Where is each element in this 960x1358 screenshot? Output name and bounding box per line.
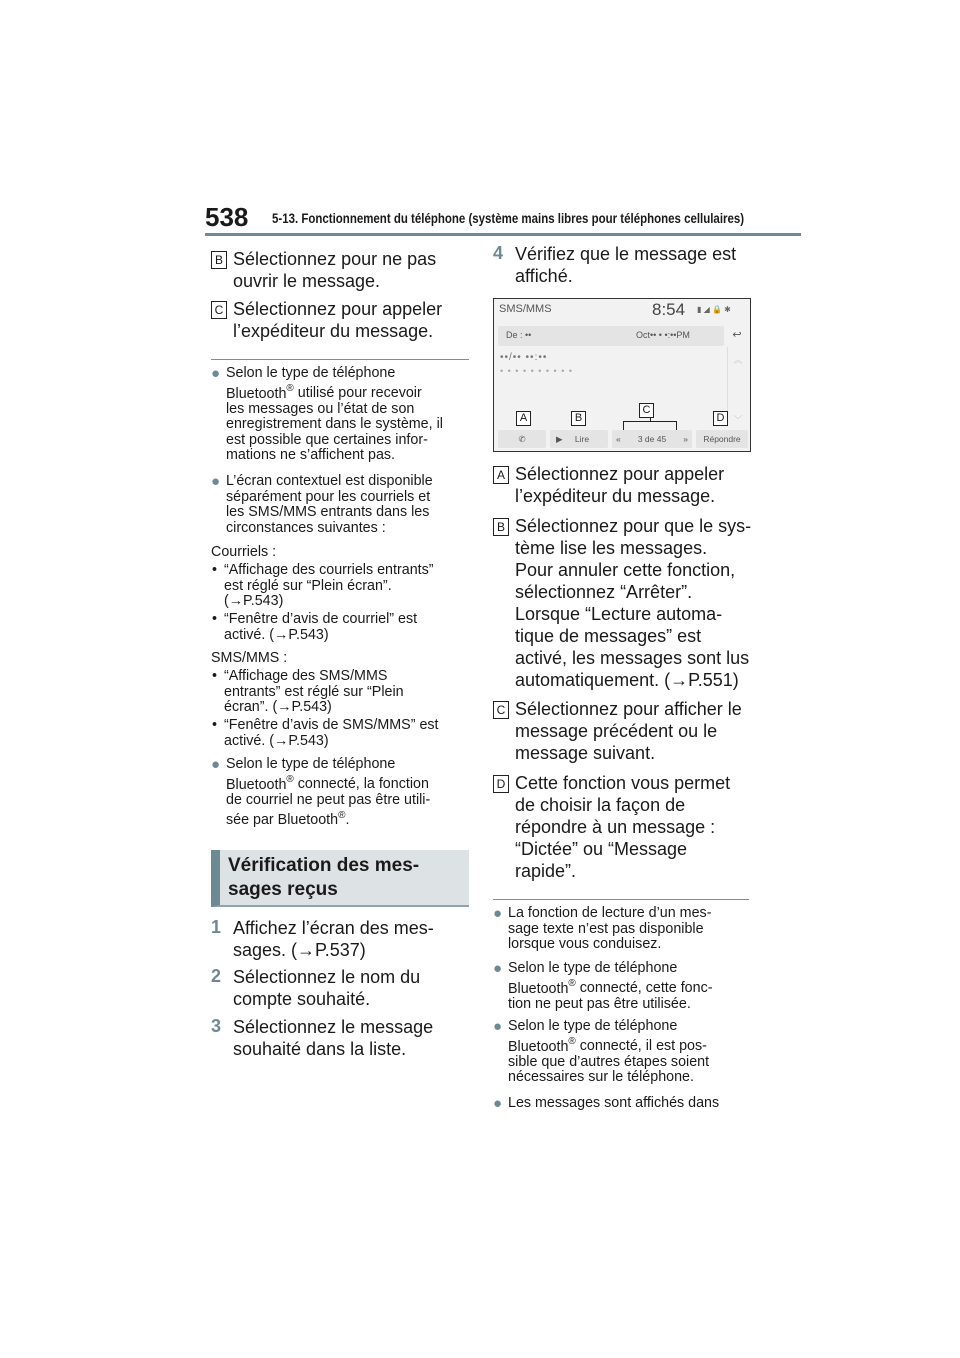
message-timestamp: ••/•• ••:•• bbox=[500, 352, 548, 363]
label-c-right: C bbox=[493, 701, 509, 719]
read-label: Lire bbox=[574, 434, 590, 444]
message-screen-illustration bbox=[493, 298, 751, 452]
sms-heading: SMS/MMS : bbox=[211, 650, 288, 666]
header-divider bbox=[205, 233, 801, 236]
message-header bbox=[498, 326, 724, 346]
marker-c: C bbox=[639, 403, 654, 418]
courriels-heading: Courriels : bbox=[211, 544, 277, 560]
message-body: • • • • • • • • • • bbox=[500, 366, 574, 376]
section-title: Vérification des mes- sages reçus bbox=[211, 850, 469, 907]
bullet-icon: ● bbox=[211, 473, 221, 490]
sender-label: De : •• bbox=[506, 330, 532, 340]
back-icon[interactable]: ↩ bbox=[732, 329, 742, 341]
step-4-text: Vérifiez que le message est affiché. bbox=[515, 244, 737, 286]
label-c: C bbox=[211, 301, 227, 319]
step-1-number: 1 bbox=[211, 917, 222, 937]
item-c-right-text: Sélectionnez pour afficher le message précédent ou le message suivant. bbox=[515, 699, 742, 763]
label-b: B bbox=[211, 251, 227, 269]
step-1-text: Affichez l’écran des mes- sages. (→P.537) bbox=[233, 918, 434, 960]
item-b-text: Sélectionnez pour ne pas ouvrir le message. bbox=[233, 249, 437, 291]
step-3-number: 3 bbox=[211, 1016, 222, 1036]
item-d-text: Cette fonction vous permet de choisir la façon de répondre à un message : “Dictée” ou “Message rapide”. bbox=[515, 773, 731, 881]
scroll-down-icon[interactable]: ﹀ bbox=[733, 415, 743, 425]
bullet-icon: ● bbox=[493, 1018, 503, 1035]
call-button[interactable] bbox=[498, 430, 546, 448]
screen-title: SMS/MMS bbox=[499, 303, 552, 315]
item-c-text: Sélectionnez pour appeler l’expéditeur du message. bbox=[233, 299, 443, 341]
page-number: 538 bbox=[205, 202, 249, 232]
play-icon: ▶ bbox=[556, 434, 563, 444]
bullet-icon: ● bbox=[211, 365, 221, 382]
page-header bbox=[205, 202, 801, 234]
callout-bracket bbox=[623, 421, 677, 430]
step-2-number: 2 bbox=[211, 966, 222, 986]
message-date: Oct•• • •:••PM bbox=[636, 330, 690, 340]
screen-clock: 8:54 bbox=[652, 300, 686, 319]
previous-icon[interactable]: « bbox=[616, 434, 621, 444]
right-notes-divider bbox=[493, 899, 749, 900]
marker-d: D bbox=[713, 411, 728, 426]
next-icon[interactable]: » bbox=[683, 434, 688, 444]
marker-a: A bbox=[516, 411, 531, 426]
phone-icon: ✆ bbox=[518, 434, 526, 444]
chapter-title: 5-13. Fonctionnement du téléphone (système mains libres pour téléphones cellulaires) bbox=[272, 210, 745, 226]
reply-button[interactable]: Répondre bbox=[696, 430, 748, 448]
item-b-right-text: Sélectionnez pour que le sys- tème lise les messages. Pour annuler cette fonction, sélectionnez “Arrêter”. Lorsque “Lecture automa- tique de messages” est activé, les messages sont lus automatiquement. (→P.551) bbox=[515, 516, 752, 690]
label-d: D bbox=[493, 775, 509, 793]
step-2-text: Sélectionnez le nom du compte souhaité. bbox=[233, 967, 421, 1009]
scroll-up-icon[interactable]: ︽ bbox=[733, 355, 743, 365]
notes-divider bbox=[211, 359, 469, 360]
step-4-number: 4 bbox=[493, 243, 504, 263]
message-counter: 3 de 45 bbox=[637, 434, 667, 444]
item-a-text: Sélectionnez pour appeler l’expéditeur du message. bbox=[515, 464, 725, 506]
screen-button-bar bbox=[498, 430, 748, 448]
bullet-icon: ● bbox=[211, 756, 221, 773]
read-button[interactable] bbox=[550, 430, 608, 448]
marker-b: B bbox=[571, 411, 586, 426]
label-a: A bbox=[493, 466, 509, 484]
bullet-icon: ● bbox=[493, 905, 503, 922]
scrollbar[interactable] bbox=[727, 347, 747, 427]
step-3-text: Sélectionnez le message souhaité dans la liste. bbox=[233, 1017, 434, 1059]
message-navigator bbox=[612, 430, 692, 448]
label-b-right: B bbox=[493, 518, 509, 536]
bullet-icon: ● bbox=[493, 1095, 503, 1112]
status-icons: ▮ ◢ 🔒 ✱ bbox=[697, 305, 731, 314]
bullet-icon: ● bbox=[493, 960, 503, 977]
